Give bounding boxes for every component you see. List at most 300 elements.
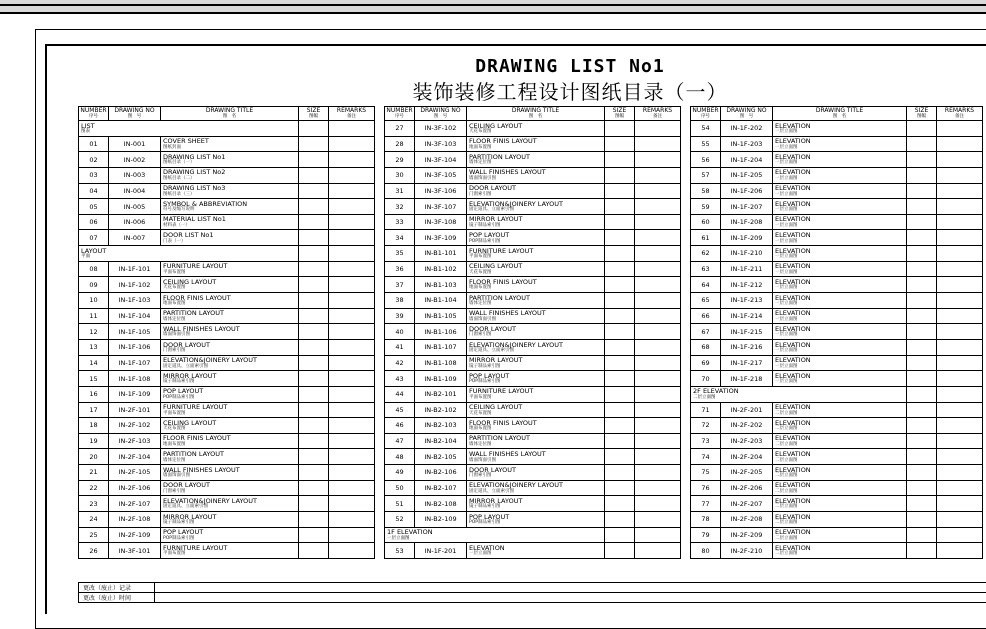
drawing-number: IN-B2-107 [415,480,467,496]
drawing-number: IN-1F-207 [721,199,773,215]
section-title: 1F ELEVATION [387,528,433,536]
drawing-number: IN-B2-104 [415,433,467,449]
table-row [691,339,983,355]
table-row [79,386,375,402]
drawing-title-cn: 地面布置图 [469,145,604,150]
drawing-title-en: FURNITURE LAYOUT [163,544,227,552]
table-row [79,418,375,434]
drawing-number: IN-B1-101 [415,246,467,262]
drawing-title [773,496,907,512]
size-cell [907,152,937,168]
drawing-title-cn: 一层立面图 [775,239,906,244]
drawing-title [161,261,299,277]
drawing-title [161,449,299,465]
drawing-title-en: ELEVATION&JOINERY LAYOUT [469,341,563,349]
remarks-cell [937,136,983,152]
drawing-title [161,293,299,309]
row-number: 43 [385,371,415,387]
table-row [385,214,681,230]
remarks-cell [635,402,681,418]
drawing-title-cn: 符号及缩写说明 [163,207,298,212]
remarks-cell [937,480,983,496]
drawing-title-cn: POP制品索引图 [469,239,604,244]
row-number: 02 [79,152,109,168]
remarks-cell [937,230,983,246]
size-cell [605,496,635,512]
table-header-row [385,107,681,121]
drawing-title-en: DRAWING LIST No2 [163,168,225,176]
size-cell [299,121,329,137]
drawing-title-cn: 一层立面图 [775,223,906,228]
drawing-title-en: ELEVATION [775,215,811,223]
drawing-title [161,386,299,402]
remarks-cell [329,293,375,309]
drawing-title [161,465,299,481]
drawing-title-en: CEILING LAYOUT [469,262,522,270]
row-number: 78 [691,512,721,528]
remarks-cell [635,449,681,465]
drawing-title-en: ELEVATION [775,200,811,208]
size-cell [299,183,329,199]
section-row [691,386,983,402]
drawing-number: IN-1F-213 [721,293,773,309]
size-cell [907,527,937,543]
row-number: 08 [79,261,109,277]
size-cell [907,121,937,137]
remarks-cell [635,371,681,387]
drawing-title-cn: 平面布置图 [163,411,298,416]
drawing-title-cn: 固定道具、立面索引图 [163,504,298,509]
remarks-cell [329,418,375,434]
drawing-title-en: ELEVATION&JOINERY LAYOUT [163,356,257,364]
drawing-title [161,496,299,512]
drawing-number: IN-1F-101 [109,261,161,277]
drawing-number: IN-B1-102 [415,261,467,277]
drawing-title [161,308,299,324]
drawing-title-cn: 一层立面图 [469,551,604,556]
drawing-title-en: MIRROR LAYOUT [469,356,522,364]
remarks-cell [329,152,375,168]
size-cell [907,214,937,230]
remarks-cell [937,496,983,512]
drawing-title [467,183,605,199]
drawing-title-en: DOOR LAYOUT [163,481,210,489]
remarks-cell [937,402,983,418]
drawing-title-cn: 墙体定位图 [163,458,298,463]
drawing-title-cn: 镜子制品索引图 [469,504,604,509]
drawing-title [161,527,299,543]
remarks-cell [635,230,681,246]
table-row [691,480,983,496]
drawing-title-en: POP LAYOUT [469,513,509,521]
size-cell [605,480,635,496]
drawing-number: IN-2F-103 [109,433,161,449]
drawing-title-cn: 二层立面图 [775,426,906,431]
row-number: 25 [79,527,109,543]
size-cell [299,465,329,481]
table-row [691,293,983,309]
drawing-title [773,418,907,434]
row-number: 73 [691,433,721,449]
section-title-cn: 二层立面图 [693,395,906,400]
row-number: 44 [385,386,415,402]
drawing-number: IN-2F-201 [721,402,773,418]
drawing-title [773,465,907,481]
drawing-title-en: WALL FINISHES LAYOUT [163,466,240,474]
size-cell [907,183,937,199]
remarks-cell [937,355,983,371]
drawing-title-cn: 墙体定位图 [469,160,604,165]
drawing-number: IN-1F-217 [721,355,773,371]
drawing-title-cn: 一层立面图 [775,317,906,322]
drawing-title-cn: 平面布置图 [163,270,298,275]
remarks-cell [329,214,375,230]
drawing-title-en: ELEVATION [775,153,811,161]
drawing-title-cn: 一层立面图 [775,285,906,290]
row-number: 14 [79,355,109,371]
table-header-row [691,107,983,121]
drawing-number: IN-1F-218 [721,371,773,387]
drawing-number: IN-B1-104 [415,293,467,309]
drawing-number: IN-B1-107 [415,339,467,355]
drawing-title-en: ELEVATION [775,122,811,130]
drawing-title [773,339,907,355]
remarks-cell [635,246,681,262]
row-number: 37 [385,277,415,293]
table-row [691,402,983,418]
row-number: 40 [385,324,415,340]
drawing-title [773,371,907,387]
table-row [691,261,983,277]
drawing-number: IN-1F-105 [109,324,161,340]
drawing-title-cn: 二层立面图 [775,520,906,525]
drawing-title [773,480,907,496]
row-number: 59 [691,199,721,215]
revision-time-cell [155,593,986,603]
drawing-number: IN-001 [109,136,161,152]
drawing-number: IN-3F-103 [415,136,467,152]
size-cell [605,371,635,387]
drawing-title-en: MIRROR LAYOUT [163,372,216,380]
drawing-title-cn: 一层立面图 [775,176,906,181]
remarks-cell [635,136,681,152]
drawing-title [773,277,907,293]
drawing-title-cn: 固定道具、立面索引图 [469,489,604,494]
table-row [691,183,983,199]
header-number: NUMBER 序号 [79,107,109,121]
size-cell [605,418,635,434]
drawing-number: IN-1F-215 [721,324,773,340]
table-row [385,293,681,309]
row-number: 56 [691,152,721,168]
row-number: 72 [691,418,721,434]
size-cell [907,465,937,481]
size-cell [907,496,937,512]
table-row [385,496,681,512]
row-number: 50 [385,480,415,496]
table-row [385,449,681,465]
table-row [79,355,375,371]
row-number: 74 [691,449,721,465]
drawing-title-cn: 地面布置图 [163,442,298,447]
drawing-title-en: FURNITURE LAYOUT [469,247,533,255]
header-drawing-title: DRAWING TITLE 图 名 [773,107,907,121]
table-row [79,371,375,387]
drawing-title-cn: 门窗索引图 [469,332,604,337]
drawing-title [467,121,605,137]
section-title: 2F ELEVATION [693,387,739,395]
row-number: 16 [79,386,109,402]
size-cell [907,449,937,465]
table-row [79,433,375,449]
drawing-title-en: ELEVATION [775,278,811,286]
table-row [79,449,375,465]
drawing-title-cn: 二层立面图 [775,458,906,463]
size-cell [605,261,635,277]
drawing-title [467,167,605,183]
size-cell [907,371,937,387]
drawing-title-cn: 镜子制品索引图 [163,379,298,384]
drawing-title-cn: 门窗索引图 [163,348,298,353]
drawing-title-en: FURNITURE LAYOUT [163,262,227,270]
drawing-title-en: ELEVATION [775,137,811,145]
table-row [385,136,681,152]
row-number: 48 [385,449,415,465]
remarks-cell [635,277,681,293]
size-cell [907,386,937,402]
drawing-title-en: CEILING LAYOUT [469,403,522,411]
drawing-title [467,371,605,387]
drawing-number: IN-005 [109,199,161,215]
table-row [79,230,375,246]
drawing-title-cn: 一层立面图 [775,270,906,275]
drawing-number: IN-B2-108 [415,496,467,512]
size-cell [299,371,329,387]
table-row [385,339,681,355]
row-number: 54 [691,121,721,137]
table-row [691,324,983,340]
table-row [385,355,681,371]
table-row [385,324,681,340]
row-number: 47 [385,433,415,449]
section-title-cn: 图表 [81,129,298,134]
row-number: 69 [691,355,721,371]
drawing-title [161,355,299,371]
size-cell [605,433,635,449]
remarks-cell [937,339,983,355]
drawing-title-cn: 固定道具、立面索引图 [469,348,604,353]
section-row [79,121,375,137]
drawing-title-en: PARTITION LAYOUT [469,294,530,302]
remarks-cell [937,121,983,137]
table-row [79,167,375,183]
row-number: 18 [79,418,109,434]
drawing-title-cn: 门表（一） [163,239,298,244]
revision-record-cell [155,583,986,593]
drawing-number: IN-1F-205 [721,167,773,183]
drawing-title-en: WALL FINISHES LAYOUT [163,325,240,333]
remarks-cell [329,199,375,215]
size-cell [299,512,329,528]
remarks-cell [635,543,681,559]
drawing-title [161,136,299,152]
drawing-title-cn: 镜子制品索引图 [469,364,604,369]
size-cell [299,339,329,355]
remarks-cell [937,386,983,402]
drawing-number: IN-1F-204 [721,152,773,168]
row-number: 31 [385,183,415,199]
drawing-title-en: PARTITION LAYOUT [163,309,224,317]
revision-time-label: 更改（废止）时间 [79,593,155,603]
size-cell [299,167,329,183]
drawing-number: IN-B1-106 [415,324,467,340]
table-row [79,324,375,340]
row-number: 20 [79,449,109,465]
remarks-cell [937,277,983,293]
drawing-title [773,402,907,418]
row-number: 04 [79,183,109,199]
drawing-number: IN-2F-108 [109,512,161,528]
table-row [691,527,983,543]
drawing-title-cn: 二层立面图 [775,442,906,447]
drawing-number: IN-1F-211 [721,261,773,277]
drawing-title [467,496,605,512]
table-row [385,199,681,215]
revision-time-row [79,593,986,603]
drawing-title-cn: 一层立面图 [775,207,906,212]
drawing-number: IN-B2-105 [415,449,467,465]
row-number: 77 [691,496,721,512]
drawing-title-en: MIRROR LAYOUT [469,215,522,223]
remarks-cell [329,386,375,402]
size-cell [605,339,635,355]
table-row [79,214,375,230]
table-row [691,214,983,230]
drawing-number: IN-002 [109,152,161,168]
drawing-title-en: WALL FINISHES LAYOUT [469,450,546,458]
remarks-cell [937,371,983,387]
drawing-title [467,480,605,496]
remarks-cell [937,152,983,168]
table-row [691,121,983,137]
drawing-title-en: ELEVATION [775,450,811,458]
size-cell [605,293,635,309]
drawing-title [467,308,605,324]
row-number: 62 [691,246,721,262]
drawing-title-en: ELEVATION [775,247,811,255]
table-row [79,183,375,199]
size-cell [299,543,329,559]
size-cell [299,527,329,543]
drawing-title-en: MATERIAL LIST No1 [163,215,226,223]
table-row [385,433,681,449]
drawing-title-cn: 平面布置图 [469,395,604,400]
drawing-number: IN-004 [109,183,161,199]
remarks-cell [635,355,681,371]
size-cell [907,543,937,559]
size-cell [907,402,937,418]
drawing-title-en: SYMBOL & ABBREVIATION [163,200,247,208]
size-cell [907,136,937,152]
section-title-cn: 一层立面图 [387,536,604,541]
drawing-title-cn: 固定道具、立面索引图 [163,364,298,369]
section-title: LAYOUT [81,247,106,255]
remarks-cell [329,480,375,496]
drawing-title-cn: 图纸封面 [163,145,298,150]
row-number: 68 [691,339,721,355]
drawing-title-cn: 一层立面图 [775,379,906,384]
window-top-bar [0,0,986,14]
drawing-title [161,402,299,418]
row-number: 66 [691,308,721,324]
drawing-title [161,433,299,449]
row-number: 07 [79,230,109,246]
remarks-cell [937,246,983,262]
size-cell [605,199,635,215]
drawing-title [773,246,907,262]
drawing-number: IN-006 [109,214,161,230]
size-cell [299,230,329,246]
drawing-title [161,543,299,559]
drawing-title [161,199,299,215]
drawing-title-cn: 墙体定位图 [163,317,298,322]
drawing-title-en: ELEVATION [775,513,811,521]
section-label [385,527,605,543]
drawing-title-cn: 一层立面图 [775,254,906,259]
size-cell [605,449,635,465]
header-drawing-no: DRAWING NO 图 号 [415,107,467,121]
row-number: 13 [79,339,109,355]
section-title-cn: 平面 [81,254,298,259]
drawing-title-en: ELEVATION [775,497,811,505]
remarks-cell [329,183,375,199]
drawing-title-en: ELEVATION [775,356,811,364]
drawing-title-en: MIRROR LAYOUT [469,497,522,505]
drawing-number: IN-B2-102 [415,402,467,418]
drawing-title-cn: 一层立面图 [775,192,906,197]
size-cell [299,418,329,434]
size-cell [299,136,329,152]
row-number: 30 [385,167,415,183]
drawing-title-cn: 二层立面图 [775,551,906,556]
drawing-number: IN-3F-107 [415,199,467,215]
table-row [691,230,983,246]
remarks-cell [937,527,983,543]
drawing-title-en: CEILING LAYOUT [163,419,216,427]
remarks-cell [329,324,375,340]
table-row [79,465,375,481]
remarks-cell [635,167,681,183]
drawing-title-cn: 一层立面图 [775,332,906,337]
row-number: 35 [385,246,415,262]
row-number: 21 [79,465,109,481]
remarks-cell [937,293,983,309]
drawing-number: IN-B1-103 [415,277,467,293]
size-cell [299,199,329,215]
row-number: 27 [385,121,415,137]
section-row [385,527,681,543]
drawing-title [161,324,299,340]
drawing-number: IN-2F-209 [721,527,773,543]
drawing-title [161,152,299,168]
drawing-number: IN-1F-106 [109,339,161,355]
remarks-cell [937,261,983,277]
remarks-cell [937,324,983,340]
drawing-title [161,480,299,496]
remarks-cell [329,496,375,512]
revision-footer-table [78,582,986,603]
table-row [385,152,681,168]
